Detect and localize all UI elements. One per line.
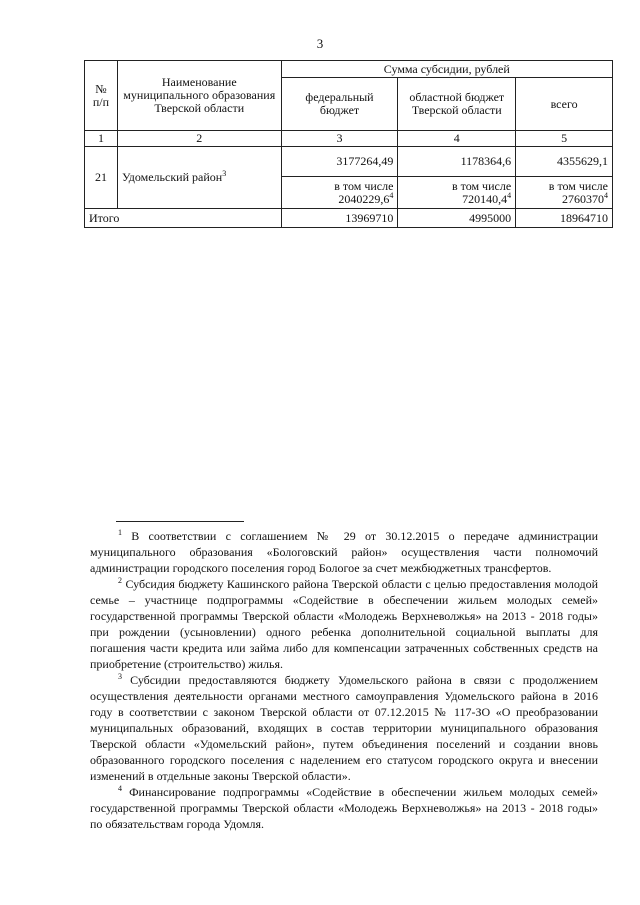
footnote-text: Субсидия бюджету Кашинского района Тверской области с целью предоставления молодой семье – участнице подпрограммы «Содействие в обеспечении жильем молодых семей» государственной программы Тверской области «Молодежь Верхневолжья» на 2013 - 2018 годы» при рождении (усыновлении) одного ребенка дополнительной социальной выплаты для погашения части кредита или займа либо для компенсации затраченных собственных средств на приобретение (строительство) жилья.: [90, 577, 599, 671]
footnote: [90, 576, 598, 672]
totals-federal: 13969710: [281, 209, 398, 228]
footnote-text: В соответствии с соглашением № 29 от 30.12.2015 о передаче администрации муниципального образования «Бологовский район» осуществления части полномочий администрации городского поселения город Бологое за счет межбюджетных трансфертов.: [90, 529, 599, 575]
incl-value: 720140,4: [462, 191, 508, 206]
incl-value: 2040229,6: [338, 191, 390, 206]
page-number: 3: [316, 36, 324, 51]
incl-note: 4: [604, 190, 608, 200]
totals-total: 18964710: [516, 209, 613, 228]
row-federal-incl: [281, 177, 398, 209]
footnote-mark: 2: [118, 576, 122, 585]
row-num: 21: [85, 147, 118, 209]
incl-value: 2760370: [562, 191, 604, 206]
footnote: [90, 528, 598, 576]
incl-label: в том числе: [451, 178, 512, 193]
incl-label: в том числе: [548, 178, 608, 193]
incl-label: в том числе: [334, 178, 394, 193]
footnote-text: Субсидии предоставляются бюджету Удомельского района в связи с продолжением осуществления деятельности органами местного самоуправления Удомельского района в 2016 году в соответствии с законом Тверской области от 07.12.2015 № 117-ЗО «О преобразовании муниципальных образований, входящих в состав территории муниципального образования Тверской области «Удомельский район», путем объединения поселений и создании вновь образованного городского поселения с наделением его статусом городского округа и внесении изменений в отдельные законы Тверской области».: [90, 673, 598, 783]
col-number: 2: [117, 131, 281, 147]
footnote-separator: [116, 521, 244, 522]
row-federal: 3177264,49: [281, 147, 398, 177]
header-regional: областной бюджет Тверской области: [398, 78, 516, 131]
footnote-mark: 1: [118, 528, 122, 537]
header-federal: федеральный бюджет: [281, 78, 398, 131]
incl-note: 4: [507, 190, 512, 200]
col-number: 4: [398, 131, 516, 147]
col-number: 3: [281, 131, 398, 147]
totals-label: Итого: [85, 209, 282, 228]
footnotes: [90, 528, 598, 832]
col-number: 1: [85, 131, 118, 147]
row-name-cell: [117, 147, 281, 209]
header-num: № п/п: [85, 61, 118, 131]
footnote: [90, 784, 598, 832]
row-regional-incl: [398, 177, 516, 209]
row-regional: 1178364,6: [398, 147, 516, 177]
header-name: Наименование муниципального образования Тверской области: [117, 61, 281, 131]
footnote-mark: 3: [118, 672, 122, 681]
row-name-note: 3: [222, 169, 227, 178]
header-sum-title: Сумма субсидии, рублей: [281, 61, 612, 78]
footnote-mark: 4: [118, 784, 122, 793]
footnote-text: Финансирование подпрограммы «Содействие в обеспечении жильем молодых семей» государственной программы Тверской области «Молодежь Верхневолжья» на 2013 - 2018 годы» по обязательствам города Удомля.: [90, 785, 599, 831]
incl-note: 4: [389, 190, 394, 200]
footnote: [90, 672, 598, 784]
col-number: 5: [516, 131, 613, 147]
row-total-incl: [516, 177, 613, 209]
header-total: всего: [516, 78, 613, 131]
row-total: 4355629,1: [516, 147, 613, 177]
subsidy-table: [84, 60, 613, 228]
totals-regional: 4995000: [398, 209, 516, 228]
row-name: Удомельский район: [121, 170, 223, 184]
